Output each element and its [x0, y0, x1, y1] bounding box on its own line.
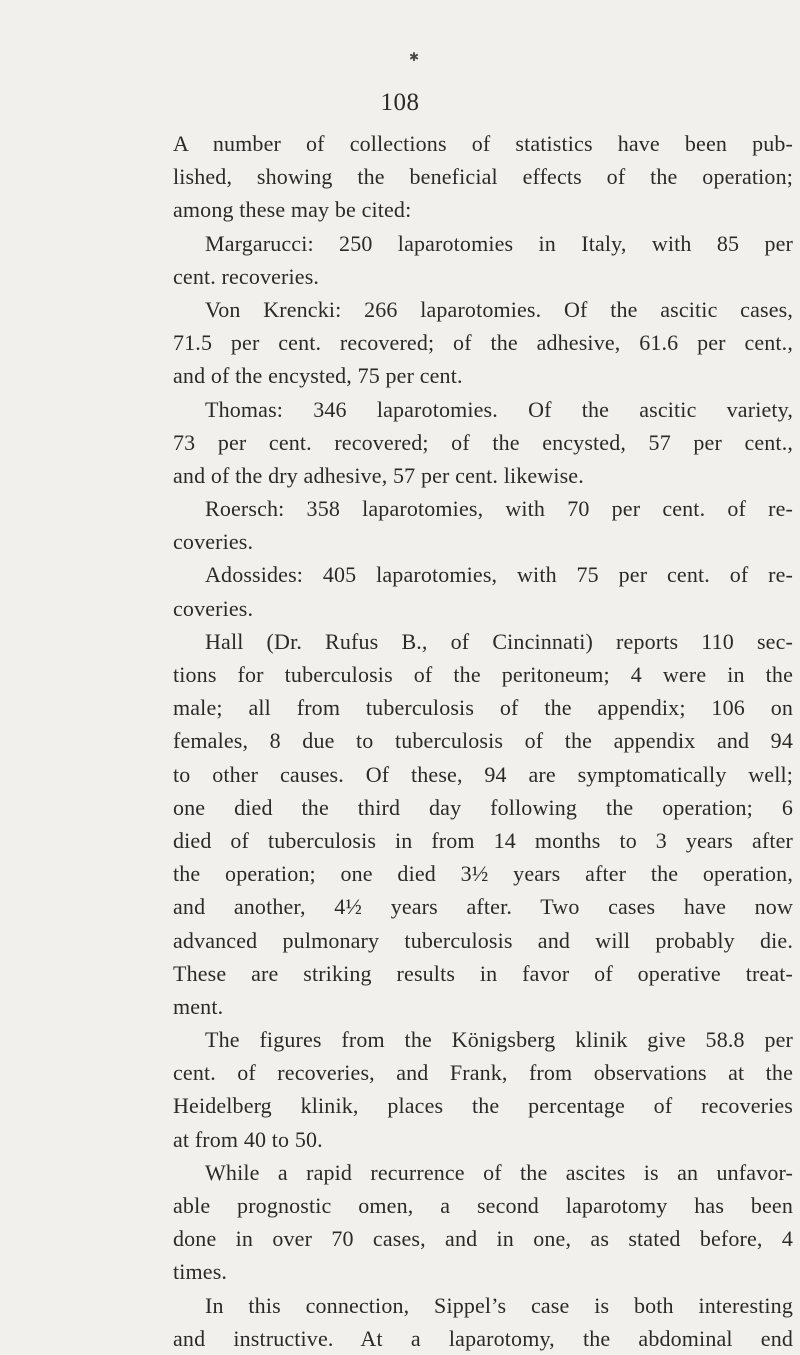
text-line: and of the dry adhesive, 57 per cent. likewise. — [173, 462, 584, 488]
text-line: Margarucci: 250 laparotomies in Italy, with 85 per — [205, 230, 793, 256]
text-line: tions for tuberculosis of the peritoneum; 4 were in the — [173, 662, 793, 687]
text-line: Adossides: 405 laparotomies, with 75 per cent. of re- — [205, 562, 793, 588]
text-line: among these may be cited: — [173, 197, 412, 223]
text-line: 73 per cent. recovered; of the encysted, 57 per cent., — [173, 429, 793, 455]
text-line: The figures from the Königsberg klinik give 58.8 per — [205, 1027, 793, 1053]
body-text — [173, 127, 793, 1355]
text-line: coveries. — [173, 595, 254, 621]
text-line: able prognostic omen, a second laparotomy has been — [173, 1193, 793, 1218]
text-line: and of the encysted, 75 per cent. — [173, 363, 463, 389]
text-line: lished, showing the beneficial effects of the operation; — [173, 164, 793, 190]
text-line: coveries. — [173, 529, 254, 555]
text-line: While a rapid recurrence of the ascites is an unfavor- — [205, 1159, 793, 1185]
text-line: and another, 4½ years after. Two cases have now — [173, 894, 793, 920]
text-line: at from 40 to 50. — [173, 1126, 323, 1152]
text-line: times. — [173, 1259, 228, 1285]
text-line: These are striking results in favor of operative treat- — [173, 960, 793, 986]
page-number: 108 — [380, 89, 420, 116]
text-line: advanced pulmonary tuberculosis and will probably die. — [173, 927, 793, 953]
text-line: done in over 70 cases, and in one, as stated before, 4 — [173, 1226, 793, 1252]
text-line: and instructive. At a laparotomy, the abdominal end — [173, 1325, 793, 1351]
text-line: Roersch: 358 laparotomies, with 70 per cent. of re- — [205, 496, 793, 522]
text-line: ment. — [173, 993, 224, 1019]
text-line: Von Krencki: 266 laparotomies. Of the ascitic cases, — [205, 296, 793, 322]
text-line: Heidelberg klinik, places the percentage of recoveries — [173, 1093, 793, 1119]
ink-speck-icon: ✱ — [409, 50, 420, 64]
text-line: cent. of recoveries, and Frank, from observations at the — [173, 1060, 793, 1086]
text-line: females, 8 due to tuberculosis of the appendix and 94 — [173, 728, 793, 754]
text-line: Hall (Dr. Rufus B., of Cincinnati) reports 110 sec- — [205, 628, 793, 654]
text-line: Thomas: 346 laparotomies. Of the ascitic variety, — [205, 396, 793, 422]
text-line: 71.5 per cent. recovered; of the adhesive, 61.6 per cent., — [173, 330, 793, 356]
text-line: one died the third day following the operation; 6 — [173, 794, 793, 820]
text-line: In this connection, Sippel’s case is both interesting — [205, 1292, 793, 1318]
text-line: the operation; one died 3½ years after the operation, — [173, 861, 793, 887]
text-line: died of tuberculosis in from 14 months to 3 years after — [173, 827, 793, 853]
text-line: cent. recoveries. — [173, 263, 320, 289]
text-line: to other causes. Of these, 94 are symptomatically well; — [173, 761, 793, 787]
text-line: male; all from tuberculosis of the appendix; 106 on — [173, 695, 793, 721]
text-line: A number of collections of statistics have been pub- — [173, 131, 793, 156]
